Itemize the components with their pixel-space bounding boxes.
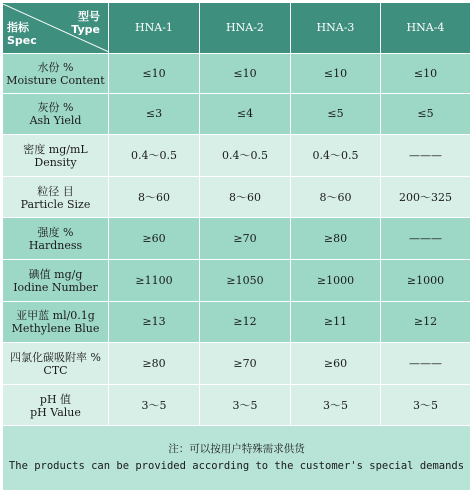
row-label-en: Moisture Content: [6, 73, 105, 87]
table-cell: ≤4: [200, 93, 291, 135]
header-spec: [7, 21, 37, 47]
table-cell: ≤10: [381, 53, 471, 93]
row-label-cn: 亚甲蓝 ml/0.1g: [16, 309, 95, 323]
table-cell: ≥60: [291, 343, 381, 385]
row-label: [3, 53, 109, 93]
table-cell: ≤10: [109, 53, 200, 93]
table-cell: ———: [381, 218, 471, 260]
table-row: [3, 176, 471, 218]
model-header: HNA-4: [381, 3, 471, 54]
table-cell: ≥70: [200, 343, 291, 385]
table-cell: 3～5: [109, 384, 200, 426]
row-label-cn: 强度 %: [37, 226, 74, 240]
spec-table: [2, 2, 471, 491]
row-label: [3, 259, 109, 301]
table-cell: ≥60: [109, 218, 200, 260]
row-label-cn: 灰份 %: [37, 101, 74, 115]
table-cell: ≥1000: [291, 259, 381, 301]
table-row: [3, 259, 471, 301]
header-spec-en: Spec: [7, 33, 37, 47]
table-cell: ≤10: [200, 53, 291, 93]
row-label-en: Methylene Blue: [11, 322, 100, 336]
table-cell: 8～60: [291, 176, 381, 218]
row-label-cn: 密度 mg/mL: [23, 142, 88, 156]
row-label-cn: pH 值: [39, 392, 72, 406]
header-spec-cn: 指标: [7, 20, 29, 34]
table-cell: 3～5: [291, 384, 381, 426]
model-header: HNA-1: [109, 3, 200, 54]
table-row: [3, 135, 471, 177]
row-label: [3, 384, 109, 426]
table-cell: ≥13: [109, 301, 200, 343]
row-label-en: Density: [34, 155, 77, 169]
table-cell: ≥1000: [381, 259, 471, 301]
row-label-cn: 四氯化碳吸附率 %: [10, 350, 101, 364]
table-cell: ≥12: [381, 301, 471, 343]
header-type: [71, 10, 100, 36]
row-label: [3, 301, 109, 343]
note-cell: [3, 426, 471, 491]
table-cell: ≥80: [291, 218, 381, 260]
row-label-en: Ash Yield: [29, 114, 82, 128]
table-cell: ≥12: [200, 301, 291, 343]
table-cell: 3～5: [200, 384, 291, 426]
table-row: [3, 343, 471, 385]
table-row: [3, 53, 471, 93]
row-label-en: Hardness: [28, 239, 83, 253]
row-label-en: Particle Size: [20, 197, 91, 211]
row-label-cn: 碘值 mg/g: [28, 267, 83, 281]
row-label: [3, 218, 109, 260]
header-type-en: Type: [71, 22, 100, 36]
note-cn: 注：可以按用户特殊需求供货: [168, 443, 305, 456]
table-cell: ≤5: [381, 93, 471, 135]
table-cell: ≥70: [200, 218, 291, 260]
table-cell: ≥1050: [200, 259, 291, 301]
table-cell: 3～5: [381, 384, 471, 426]
row-label-cn: 水份 %: [37, 60, 74, 74]
row-label: [3, 135, 109, 177]
table-cell: ≥11: [291, 301, 381, 343]
table-cell: ≤5: [291, 93, 381, 135]
row-label-en: pH Value: [30, 405, 81, 419]
row-label-en: Iodine Number: [13, 280, 98, 294]
table-cell: 0.4～0.5: [291, 135, 381, 177]
table-cell: ≤3: [109, 93, 200, 135]
table-row: [3, 301, 471, 343]
table-cell: 0.4～0.5: [109, 135, 200, 177]
note-row: [3, 426, 471, 491]
note-en: The products can be provided according to the customer's special demands: [8, 460, 465, 473]
header-corner: [3, 3, 109, 54]
header-type-cn: 型号: [78, 9, 100, 23]
table-row: [3, 384, 471, 426]
row-label: [3, 176, 109, 218]
model-header: HNA-2: [200, 3, 291, 54]
table-cell: ≥1100: [109, 259, 200, 301]
table-cell: ≥80: [109, 343, 200, 385]
table-cell: 0.4～0.5: [200, 135, 291, 177]
model-header: HNA-3: [291, 3, 381, 54]
table-row: [3, 218, 471, 260]
table-cell: 200～325: [381, 176, 471, 218]
row-label-en: CTC: [43, 363, 68, 377]
row-label-cn: 粒径 目: [37, 184, 74, 198]
row-label: [3, 343, 109, 385]
table-cell: ≤10: [291, 53, 381, 93]
table-row: [3, 93, 471, 135]
table-cell: 8～60: [200, 176, 291, 218]
table-cell: 8～60: [109, 176, 200, 218]
table-cell: ———: [381, 135, 471, 177]
table-cell: ———: [381, 343, 471, 385]
row-label: [3, 93, 109, 135]
